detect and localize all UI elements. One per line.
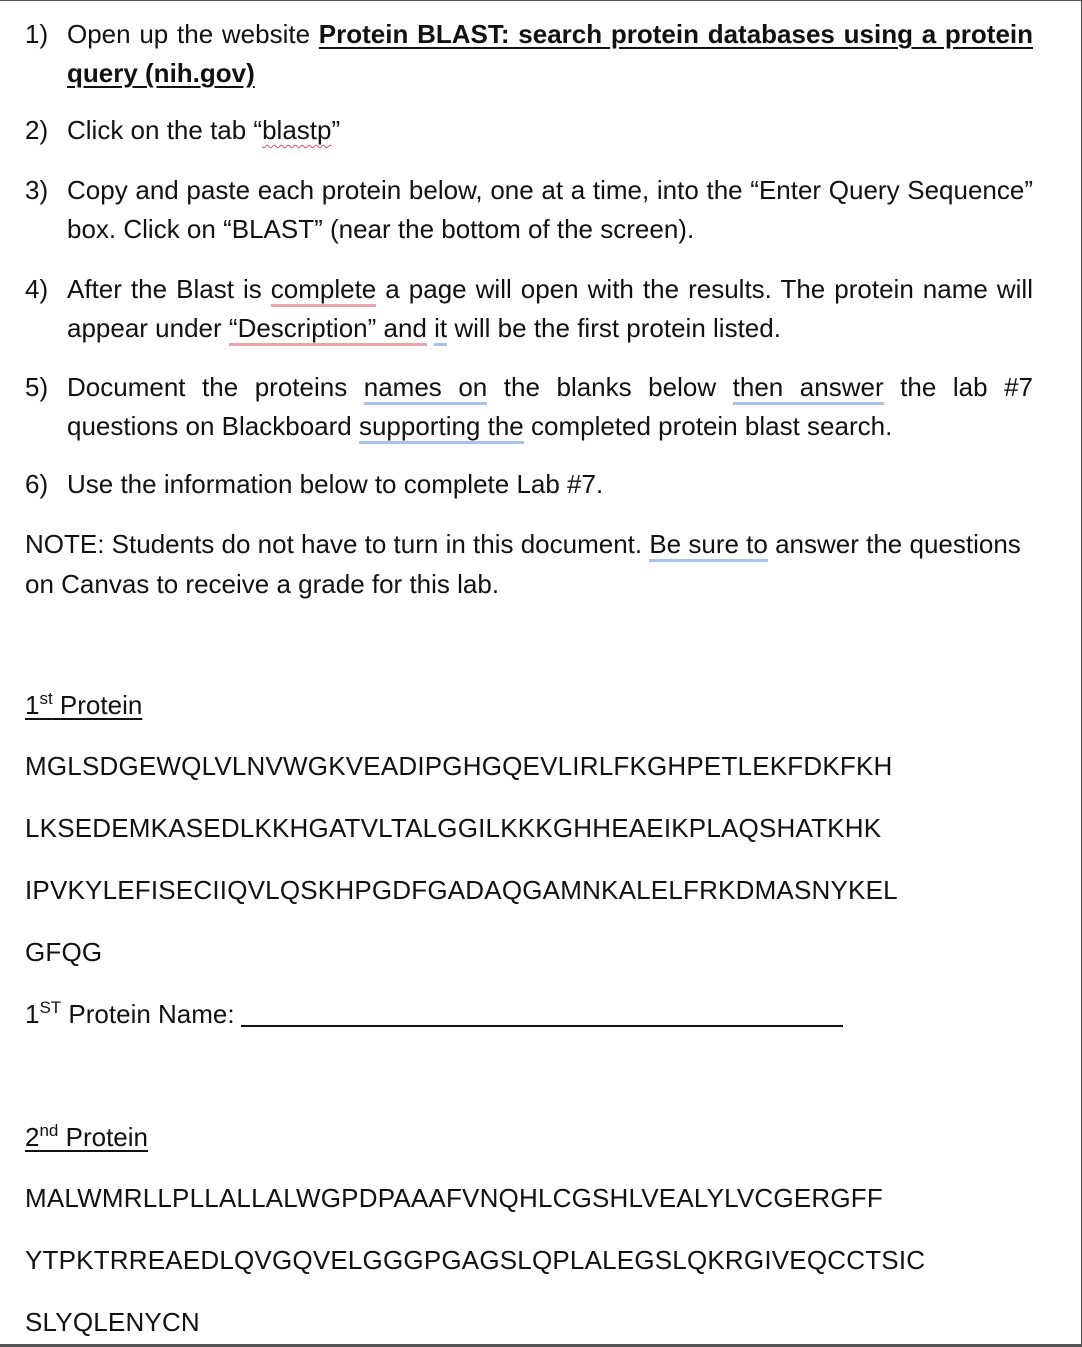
step-text: the lab #7 questions on Blackboard: [67, 372, 1033, 441]
step-text: Copy and paste each protein below, one at a time, into the “Enter Query Sequence” box. Click on “BLAST” (near the bottom of the screen).: [67, 175, 1033, 244]
protein-1-sequence-line: IPVKYLEFISECIIQVLQSKHPGDFGADAQGAMNKALELFRKDMASNYKEL: [25, 875, 898, 905]
step-text: ”: [331, 115, 341, 145]
style-mark: names on: [364, 372, 488, 405]
protein-2-heading: 2nd Protein: [25, 1121, 148, 1152]
style-mark: it: [434, 313, 447, 346]
step-6: [25, 465, 1033, 504]
step-2: [25, 111, 1033, 150]
note-text: answer the questions on Canvas to receive a grade for this lab.: [25, 529, 1021, 599]
step-3: [25, 171, 1033, 249]
grammar-mark: “Description” and: [229, 313, 427, 346]
step-number: 6): [25, 469, 49, 499]
spellcheck-word: blastp: [262, 115, 332, 145]
protein-1-sequence-line: GFQG: [25, 937, 103, 967]
step-text: the blanks below: [487, 372, 733, 402]
step-1: [25, 15, 1033, 93]
protein-1-sequence-line: LKSEDEMKASEDLKKHGATVLTALGGILKKKGHHEAEIKPLAQSHATKHK: [25, 813, 882, 843]
step-text: Click on the tab “: [67, 115, 263, 145]
protein-1-heading: 1st Protein: [25, 689, 143, 720]
style-mark: Be sure to: [649, 529, 768, 562]
step-text: Document the proteins: [67, 372, 364, 402]
step-number: 4): [25, 274, 49, 304]
protein-2-sequence-line: YTPKTRREAEDLQVGQVELGGGPGAGSLQPLALEGSLQKRGIVEQCCTSIC: [25, 1245, 926, 1275]
protein-blast-link[interactable]: Protein BLAST: search protein databases using a protein query (nih.gov): [67, 19, 1034, 88]
step-4: [25, 270, 1033, 348]
protein-1-sequence-line: MGLSDGEWQLVLNVWGKVEADIPGHGQEVLIRLFKGHPETLEKFDKFKH: [25, 751, 893, 781]
style-mark: then answer: [733, 372, 884, 405]
step-number: 5): [25, 372, 49, 402]
step-text: will be the first protein listed.: [447, 313, 781, 343]
step-number: 1): [25, 19, 49, 49]
note-text: NOTE: Students do not have to turn in this document.: [25, 529, 650, 559]
step-text: Use the information below to complete Lab #7.: [67, 469, 604, 499]
step-5: [25, 368, 1033, 446]
step-text: Open up the website: [67, 19, 319, 49]
step-number: 2): [25, 115, 49, 145]
protein-1-name-field: 1ST Protein Name:: [25, 998, 843, 1030]
grammar-mark: complete: [271, 274, 377, 307]
step-text: After the Blast is: [67, 274, 271, 304]
protein-2-sequence-line: MALWMRLLPLLALLALWGPDPAAAFVNQHLCGSHLVEALYLVCGERGFF: [25, 1183, 883, 1213]
step-number: 3): [25, 175, 49, 205]
protein-2-sequence-line: SLYQLENYCN: [25, 1307, 200, 1337]
step-text: completed protein blast search.: [523, 411, 893, 441]
answer-blank[interactable]: [241, 1024, 843, 1027]
note-paragraph: [25, 524, 1035, 604]
style-mark: supporting the: [359, 411, 524, 444]
step-text: a page will open with the results. The protein name will appear under: [67, 274, 1033, 343]
